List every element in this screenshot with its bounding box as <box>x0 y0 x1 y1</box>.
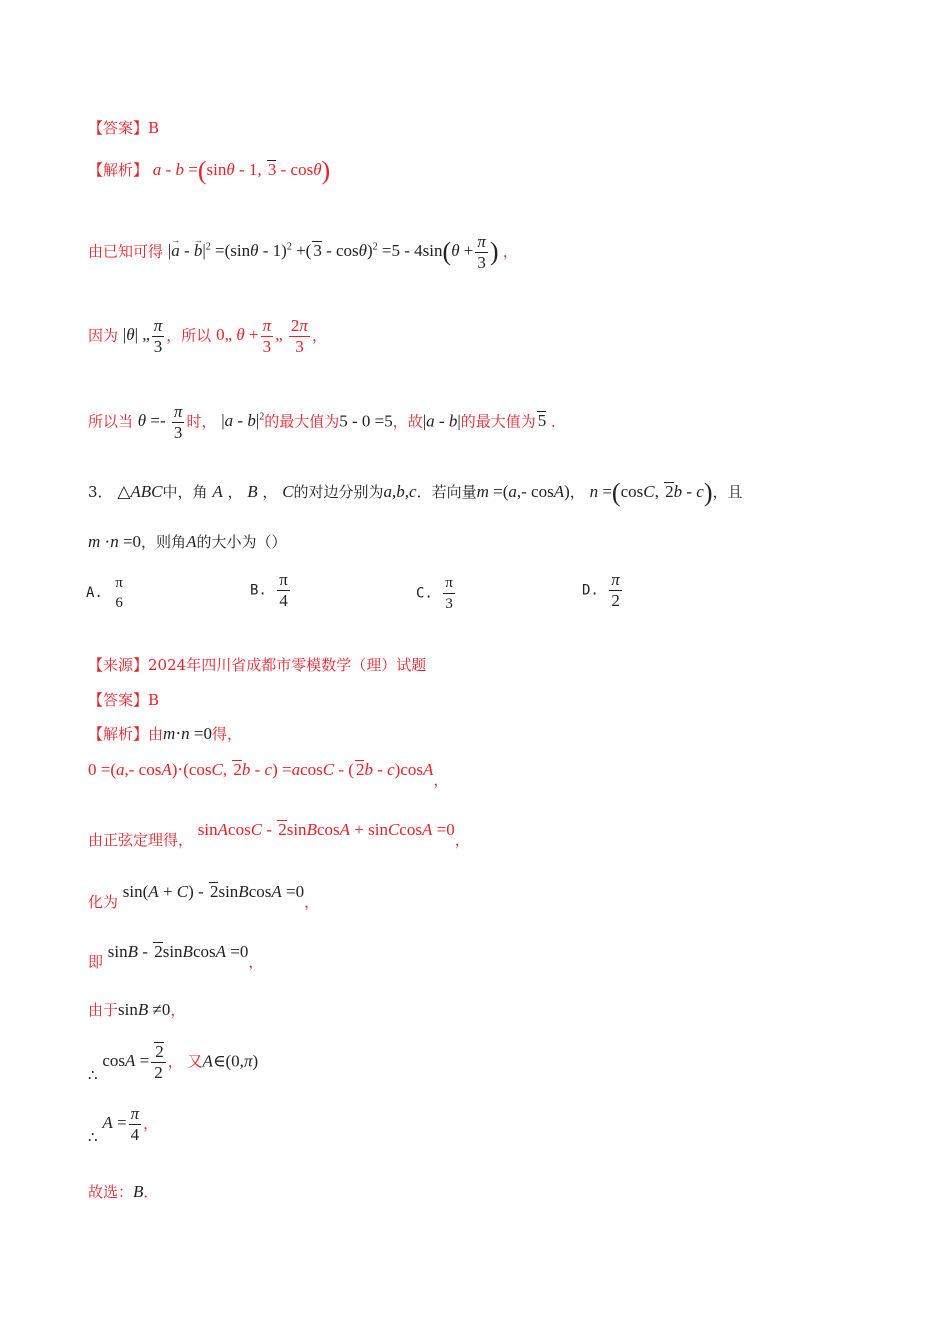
therefore-symbol: ∴ <box>88 1128 98 1147</box>
angle-b: B <box>247 482 258 501</box>
source-label <box>88 655 426 675</box>
therefore-symbol: ∴ <box>88 1066 98 1085</box>
modulus: |a - b| <box>422 411 461 431</box>
theta-value: θ =- $\frac{\pi}{3}$ <box>137 402 183 442</box>
angle-a: A <box>186 532 197 551</box>
step-text: 所以当 <box>88 412 134 431</box>
a-value: A = $\frac{\pi}{4}$ <box>102 1104 140 1144</box>
analysis-2-step-1: 0 =(a,- cosA)⋅(cosC, 2b - c) =acosC - ( 2b - c)cosA， <box>88 760 449 789</box>
vector-difference-formula: a - b =(sinθ - 1, 3 - cosθ) <box>152 156 331 186</box>
choice-a[interactable]: A. π 6 <box>86 575 123 611</box>
question-text: 的大小为（） <box>196 533 287 551</box>
analysis-label-1 <box>88 156 331 186</box>
analysis-tag: 【解析】 <box>88 161 149 179</box>
analysis-tag: 【解析】 <box>88 725 149 743</box>
choice-d[interactable]: D. $\frac{\pi}{2}$ <box>582 570 620 610</box>
final-answer: 故选：B． <box>88 1182 159 1201</box>
source-text: 2024年四川省成都市零模数学（理）试题 <box>148 656 427 674</box>
question-number: 3． <box>88 483 113 501</box>
step-text: 由正弦定理得， <box>88 831 194 849</box>
step-text: 的最大值为 <box>460 412 536 431</box>
answer-tag: 【答案】 <box>88 119 149 137</box>
analysis-2-step-2: 由正弦定理得， sinAcosC - 2sinBcosA + sinCcosA =0， <box>88 820 470 849</box>
analysis-label-2 <box>88 724 242 744</box>
question-text: ，则角 <box>141 533 187 551</box>
dot-product-expansion: 0 =(a,- cosA)⋅(cosC, 2b - c) =acosC - ( 2b - c)cosA <box>88 760 434 779</box>
source-tag: 【来源】 <box>88 656 149 674</box>
choice-label: B. <box>250 582 267 599</box>
answer-label-2 <box>88 690 159 710</box>
final-prefix: 故选： <box>88 1183 134 1201</box>
choice-denominator: 6 <box>115 595 123 611</box>
step-text: 化为 <box>88 893 119 911</box>
answer-value: B <box>148 691 160 709</box>
angle-a: A <box>212 482 223 501</box>
final-max: 5 <box>537 411 547 431</box>
analysis-step-2: 因为 |θ| „ $\frac{\pi}{3}$ ，所以 0„ θ + $\frac{\pi}{3}$ „ $\frac{2\pi}{3}$ ， <box>88 316 327 356</box>
step-text: 由 <box>148 725 164 743</box>
triangle-abc: △ABC <box>117 482 163 501</box>
dot-product-zero: m ·n =0 <box>88 532 142 551</box>
step-text: 的最大值为 <box>264 412 340 431</box>
choice-c[interactable]: C. $\frac{\pi}{3}$ <box>416 575 453 612</box>
dot-product-zero: m⋅n =0 <box>163 724 212 743</box>
answer-label-1 <box>88 118 159 138</box>
choice-label: A. <box>86 585 103 601</box>
vector-n: n =(cosC, 2b - c) <box>589 478 713 508</box>
question-3-line-1: 3． △ABC中，角 A ， B ， C的对边分别为a,b,c．若向量m =(a,- cosA)， n =(cosC, 2b - c)，且 <box>88 478 743 508</box>
theta-bound: |θ| „ $\frac{\pi}{3}$ <box>122 316 163 356</box>
question-text: 的对边分别为 <box>293 483 384 501</box>
analysis-2-step-3: 化为 sin(A + C) - 2sinBcosA =0， <box>88 882 320 911</box>
analysis-2-step-5: 由于sinB ≠0， <box>88 1000 186 1019</box>
choice-label: D. <box>582 582 599 599</box>
step-text: 由已知可得 <box>88 242 164 261</box>
step-text: 因为 <box>88 326 119 345</box>
step-text: 又 <box>187 1052 203 1071</box>
step-text: 由于 <box>88 1001 119 1019</box>
analysis-step-3: 所以当 θ =- $\frac{\pi}{3}$ 时， $|a - b|^2$的最大值为5 - 0 =5，故|a - b|的最大值为 5 ． <box>88 402 567 442</box>
step-text: ，故 <box>392 412 423 431</box>
step-text: 得， <box>211 725 242 743</box>
max-value: 5 - 0 =5 <box>339 411 393 431</box>
modulus-squared: $|a - b|^2$ <box>221 411 265 431</box>
question-text: 中，角 <box>162 483 208 501</box>
a-range: A∈(0,π) <box>202 1051 259 1071</box>
modulus-squared-formula: |→ a - → $b|^2 =(\sin\theta - 1)^2$ +( 3 - cosθ)$^2$ =5 - 4sin(θ + $\frac{\pi}{3}$ ) <box>168 241 503 260</box>
analysis-2-step-6: ∴ cosA = $\frac{2}{2}$ ， 又A∈(0,π) <box>88 1042 259 1085</box>
angle-range: 0„ θ + $\frac{\pi}{3}$ „ $\frac{2\pi}{3}$ <box>216 316 308 356</box>
final-value: B <box>133 1182 144 1201</box>
question-text: ．若向量 <box>416 483 477 501</box>
question-3-line-2 <box>88 532 286 552</box>
step-text: 即 <box>88 953 104 971</box>
question-text: ，且 <box>712 483 743 501</box>
analysis-step-1: 由已知可得 |→ a - → $b|^2 =(\sin\theta - 1)^2$ +( 3 - cosθ)$^2$ =5 - 4sin(θ + $\frac{\pi}{3}$ ) ， <box>88 232 518 273</box>
analysis-2-step-7: ∴ A = $\frac{\pi}{4}$ ， <box>88 1104 159 1147</box>
choice-b[interactable]: B. $\frac{\pi}{4}$ <box>250 570 288 610</box>
analysis-2-step-4: 即 sinB - 2sinBcosA =0， <box>88 942 264 971</box>
angle-c: C <box>282 482 294 501</box>
answer-value: B <box>148 119 160 137</box>
sine-law-formula: sinAcosC - 2sinBcosA + sinCcosA =0 <box>197 820 455 839</box>
step-text: ，所以 <box>166 326 212 345</box>
sides-abc: a,b,c <box>383 482 417 501</box>
simplified-formula-2: sinB - 2sinBcosA =0 <box>107 942 249 961</box>
choice-denominator: 3 <box>445 596 453 612</box>
step-text: 时， <box>186 412 217 431</box>
cos-a-value: cosA = $\frac{2}{2}$ <box>102 1042 164 1082</box>
answer-tag: 【答案】 <box>88 691 149 709</box>
choice-denominator: 4 <box>279 591 288 610</box>
sin-b-nonzero: sinB ≠0 <box>118 1000 171 1019</box>
simplified-formula: sin(A + C) - 2sinBcosA =0 <box>122 882 305 901</box>
vector-m: m =(a,- cosA) <box>476 482 570 501</box>
choice-denominator: 2 <box>611 591 620 610</box>
choice-label: C. <box>416 585 433 602</box>
